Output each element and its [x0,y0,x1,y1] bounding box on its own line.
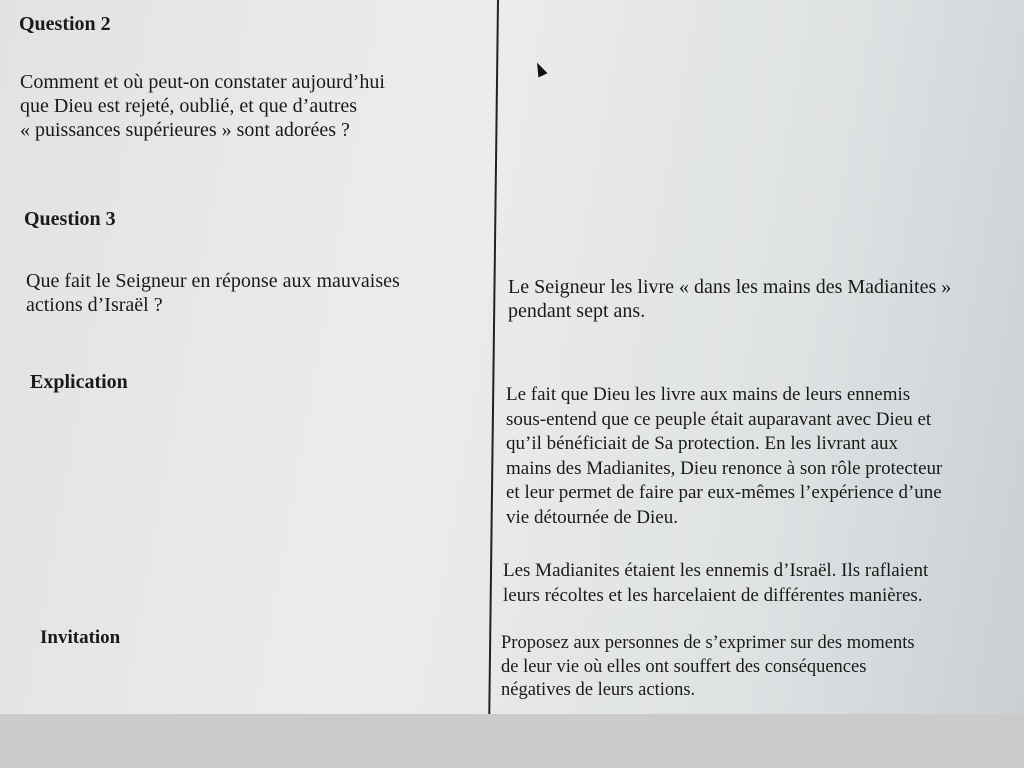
text-line: sous-entend que ce peuple était auparavant avec Dieu et [506,408,932,430]
text-line: qu’il bénéficiait de Sa protection. En les livrant aux [506,433,899,454]
explication-paragraph-2 [503,559,928,608]
text-line: vie détournée de Dieu. [506,506,678,528]
screen-bottom-bar [0,714,1024,768]
question-2-heading: Question 2 [19,13,111,35]
text-line: Proposez aux personnes de s’exprimer sur des moments [501,633,915,653]
mouse-cursor-icon [533,61,548,78]
text-line: pendant sept ans. [508,300,646,322]
text-line: et leur permet de faire par eux-mêmes l’expérience d’une [506,482,942,503]
invitation-heading: Invitation [40,627,121,648]
text-line: actions d’Israël ? [26,294,163,316]
explication-paragraph-1 [506,383,942,530]
question-2-text [20,70,385,142]
text-line: Comment et où peut-on constater aujourd’hui [20,71,385,93]
text-line: mains des Madianites, Dieu renonce à son rôle protecteur [506,457,943,479]
text-line: Que fait le Seigneur en réponse aux mauvaises [26,270,400,292]
text-line: Le Seigneur les livre « dans les mains des Madianites » [508,276,952,298]
question-3-heading: Question 3 [24,208,116,230]
text-line: que Dieu est rejeté, oublié, et que d’autres [20,95,358,117]
text-line: Le fait que Dieu les livre aux mains de leurs ennemis [506,384,911,405]
question-3-text [26,269,400,317]
question-3-answer [508,275,951,323]
text-line: leurs récoltes et les harcelaient de différentes manières. [503,584,923,606]
text-line: de leur vie où elles ont souffert des conséquences [501,656,867,677]
invitation-text [501,632,915,703]
text-line: négatives de leurs actions. [501,680,696,700]
explication-heading: Explication [30,371,128,393]
table-column-divider [488,0,498,714]
text-line: Les Madianites étaient les ennemis d’Israël. Ils raflaient [503,560,929,581]
text-line: « puissances supérieures » sont adorées ? [20,119,350,141]
